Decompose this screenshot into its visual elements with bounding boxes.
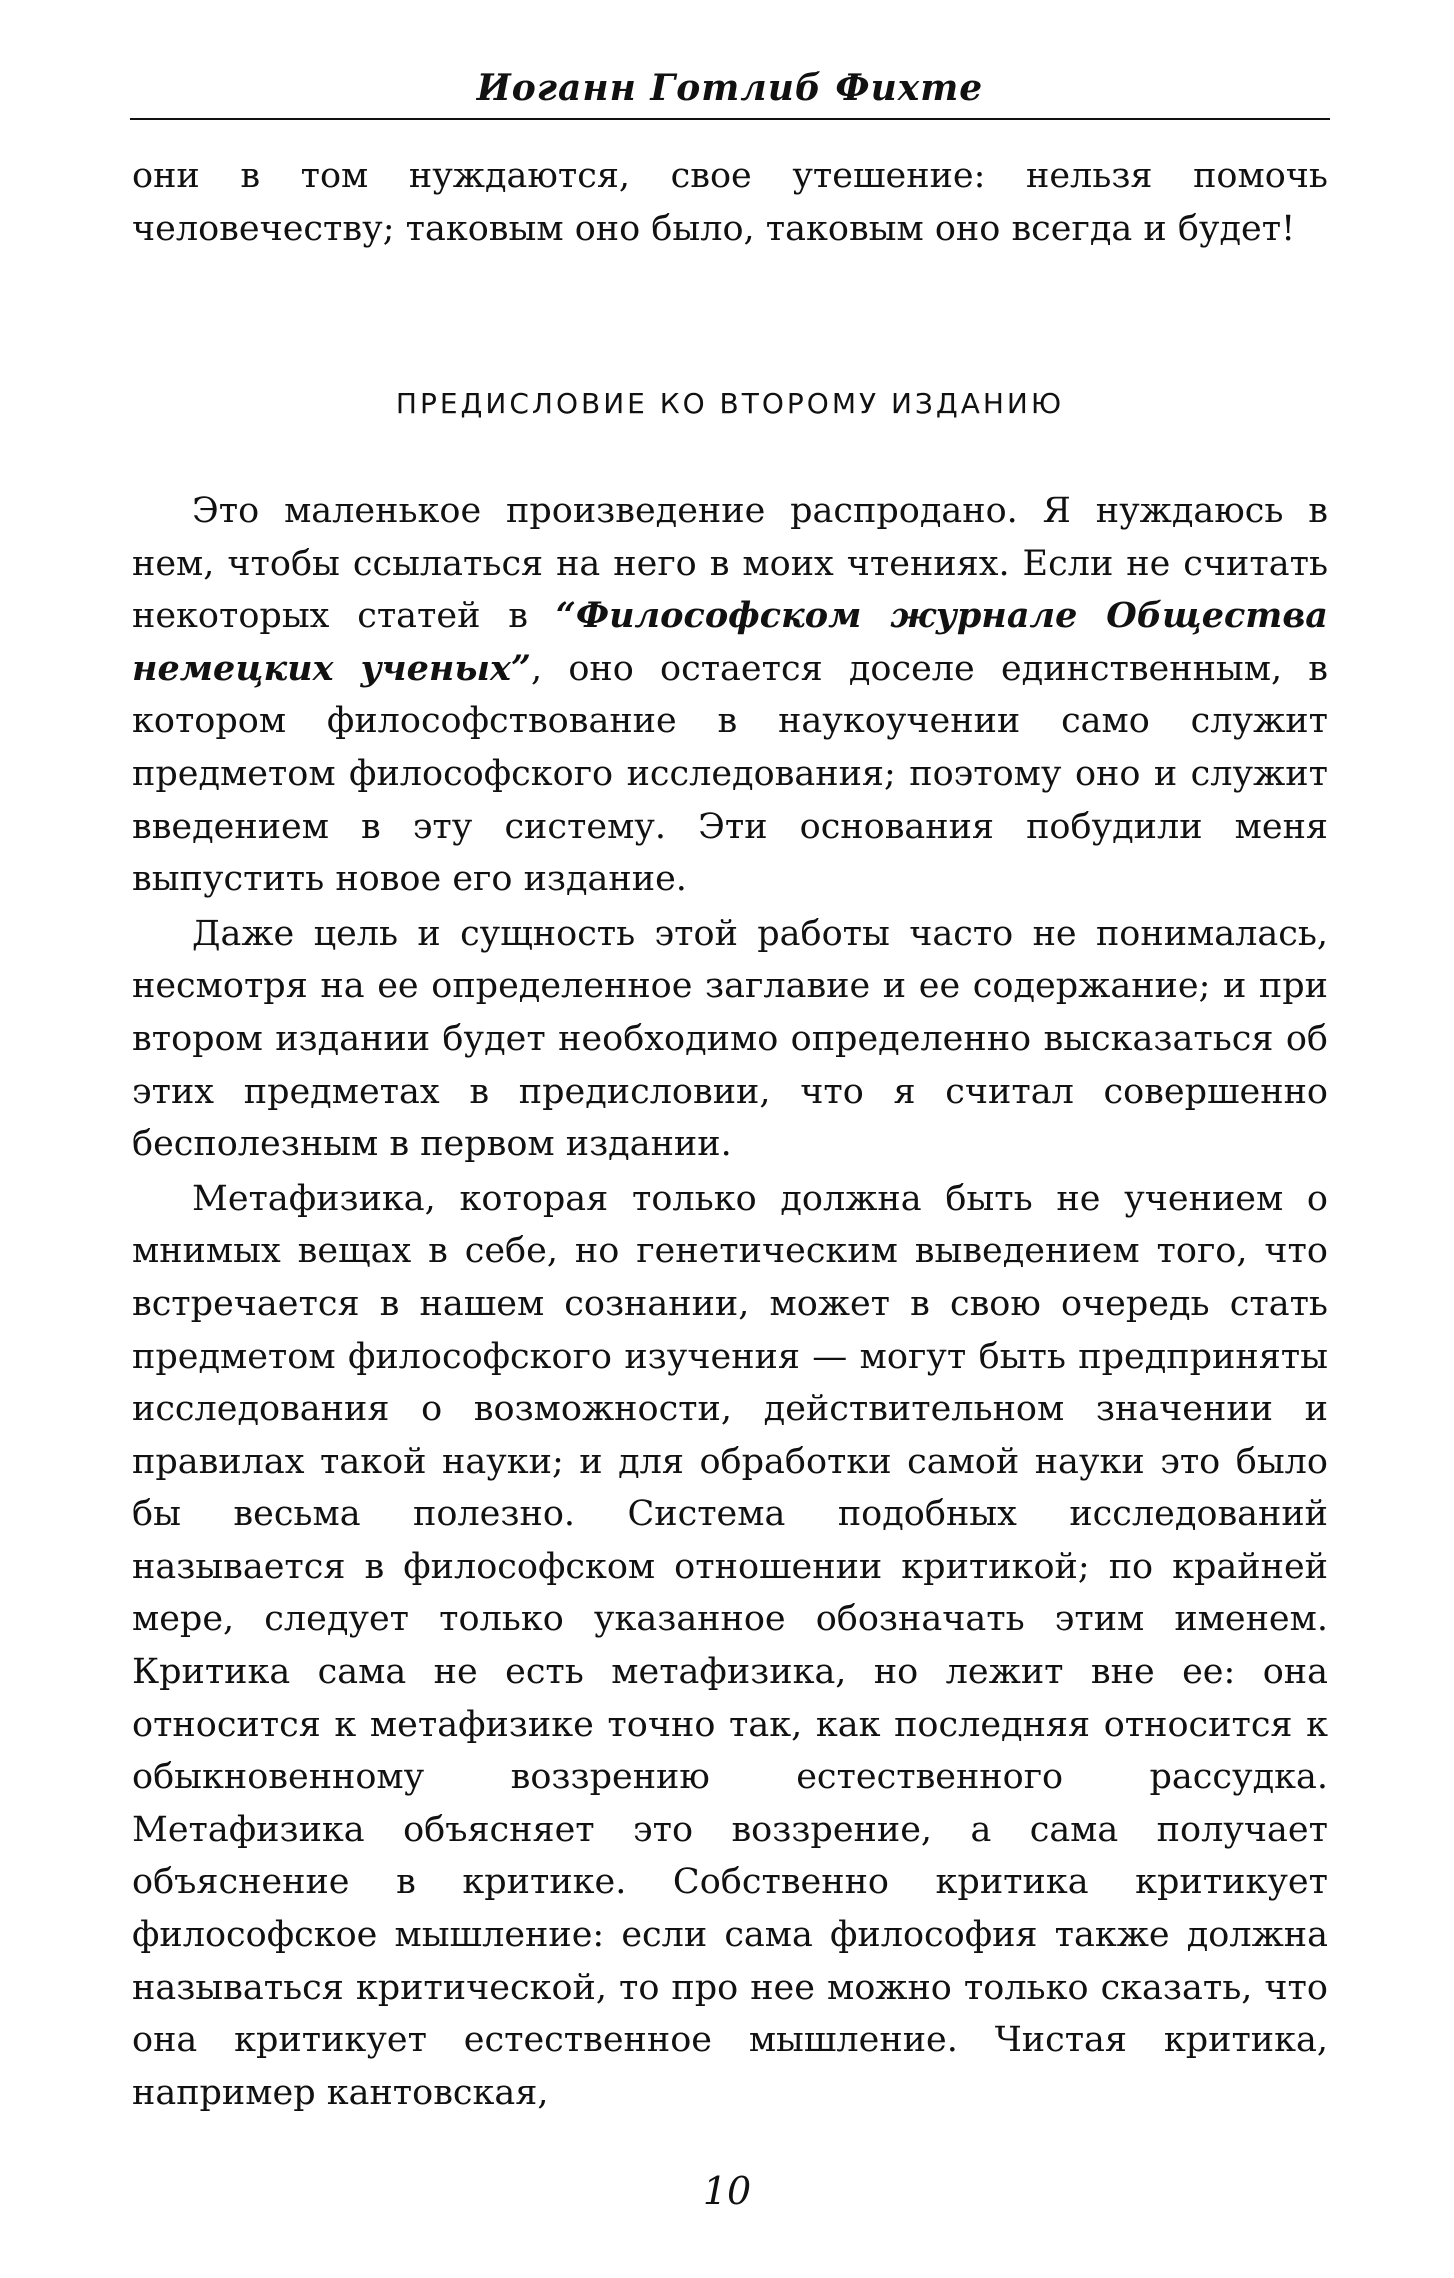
paragraph-1-start: Это маленькое произведение распродано. Я нуждаюсь в нем, чтобы ссылаться на него в моих чтениях. Если не считать некоторых статей в <box>132 491 1328 637</box>
preface-body <box>132 485 1328 2121</box>
paragraph-1 <box>132 485 1328 906</box>
section-title: ПРЕДИСЛОВИЕ КО ВТОРОМУ ИЗДАНИЮ <box>395 387 1065 420</box>
journal-title-emphasis: “Философском журнале Общества немецких ученых” <box>132 595 1328 689</box>
continued-paragraph-text: они в том нуждаются, свое утешение: нельзя помочь человечеству; таковым оно было, таковым оно всегда и будет! <box>132 156 1328 249</box>
paragraph-1-end: , оно остается доселе единственным, в котором философствование в наукоучении само служит предметом философского исследования; поэтому оно и служит введением в эту систему. Эти основания побудили меня выпустить новое его издание. <box>132 648 1328 900</box>
continued-paragraph <box>132 150 1328 255</box>
page-number: 10 <box>702 2169 752 2213</box>
header-rule <box>130 118 1330 120</box>
running-head: Иоганн Готлиб Фихте <box>476 67 984 109</box>
paragraph-3: Метафизика, которая только должна быть не учением о мнимых вещах в себе, но генетическим выведением того, что встречается в нашем сознании, может в свою очередь стать предметом философского изучения — могут быть предприняты исследования о возможности, действительном значении и правилах такой науки; и для обработки самой науки это было бы весьма полезно. Система подобных исследований называется в философском отношении критикой; по крайней мере, следует только указанное обозначать этим именем. Критика сама не есть метафизика, но лежит вне ее: она относится к метафизике точно так, как последняя относится к обыкновенному воззрению естественного рассудка. Метафизика объясняет это воззрение, а сама получает объяснение в критике. Собственно критика критикует философское мышление: если сама философия также должна называться критической, то про нее можно только сказать, что она критикует естественное мышление. Чистая критика, например кантовская, <box>132 1178 1328 2113</box>
paragraph-2: Даже цель и сущность этой работы часто не понималась, несмотря на ее определенное заглавие и ее содержание; и при втором издании будет необходимо определенно высказаться об этих предметах в предисловии, что я считал совершенно бесполезным в первом издании. <box>132 913 1328 1165</box>
